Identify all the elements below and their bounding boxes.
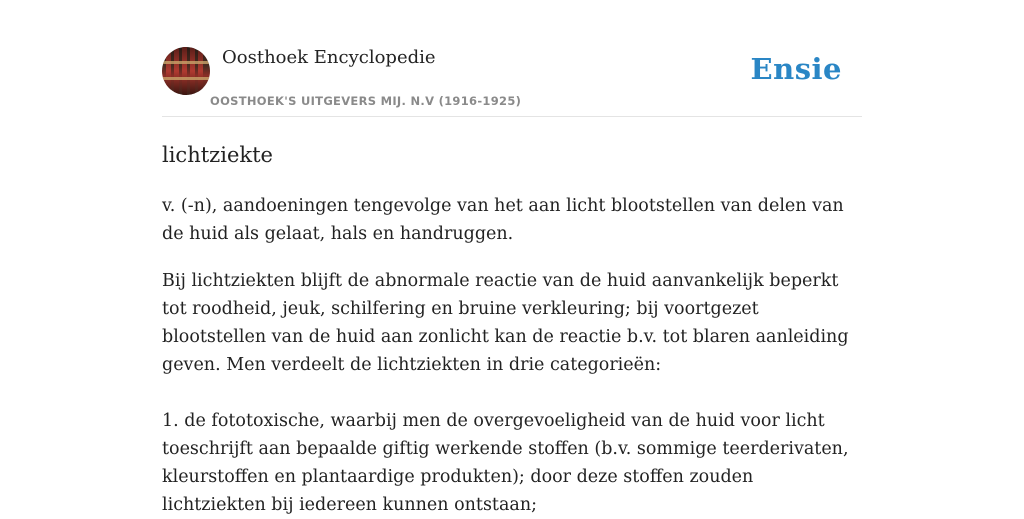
page-container [162, 0, 862, 515]
book-band [162, 61, 210, 64]
ensie-logo[interactable]: Ensie [750, 52, 842, 86]
entry-paragraph: 1. de fototoxische, waarbij men de overgevoeligheid van de huid voor licht toeschrijft aan bepaalde giftig werkende stoffen (b.v. sommige teerderivaten, kleurstoffen en plantaardige produkten); door deze stoffen zouden lichtziekten bij iedereen kunnen ontstaan; [162, 411, 849, 515]
site-subtitle: OOSTHOEK'S UITGEVERS MIJ. N.V (1916-1925) [210, 94, 522, 108]
book-spine [198, 47, 203, 95]
book-spine [182, 47, 187, 95]
book-band [162, 77, 210, 80]
header [162, 0, 862, 117]
site-title[interactable]: Oosthoek Encyclopedie [222, 47, 436, 68]
book-spine [166, 47, 171, 95]
encyclopedia-books-avatar[interactable] [162, 47, 210, 95]
book-spine [174, 47, 179, 95]
entry-paragraph: v. (-n), aandoeningen tengevolge van het aan licht blootstellen van delen van de huid als gelaat, hals en handruggen. [162, 196, 844, 244]
entry-paragraph: Bij lichtziekten blijft de abnormale reactie van de huid aanvankelijk beperkt tot roodheid, jeuk, schilfering en bruine verkleuring; bij voortgezet blootstellen van de huid aan zonlicht kan de reactie b.v. tot blaren aanleiding geven. Men verdeelt de lichtziekten in drie categorieën: [162, 271, 849, 375]
entry-title: lichtziekte [162, 143, 273, 167]
book-spine [190, 47, 195, 95]
